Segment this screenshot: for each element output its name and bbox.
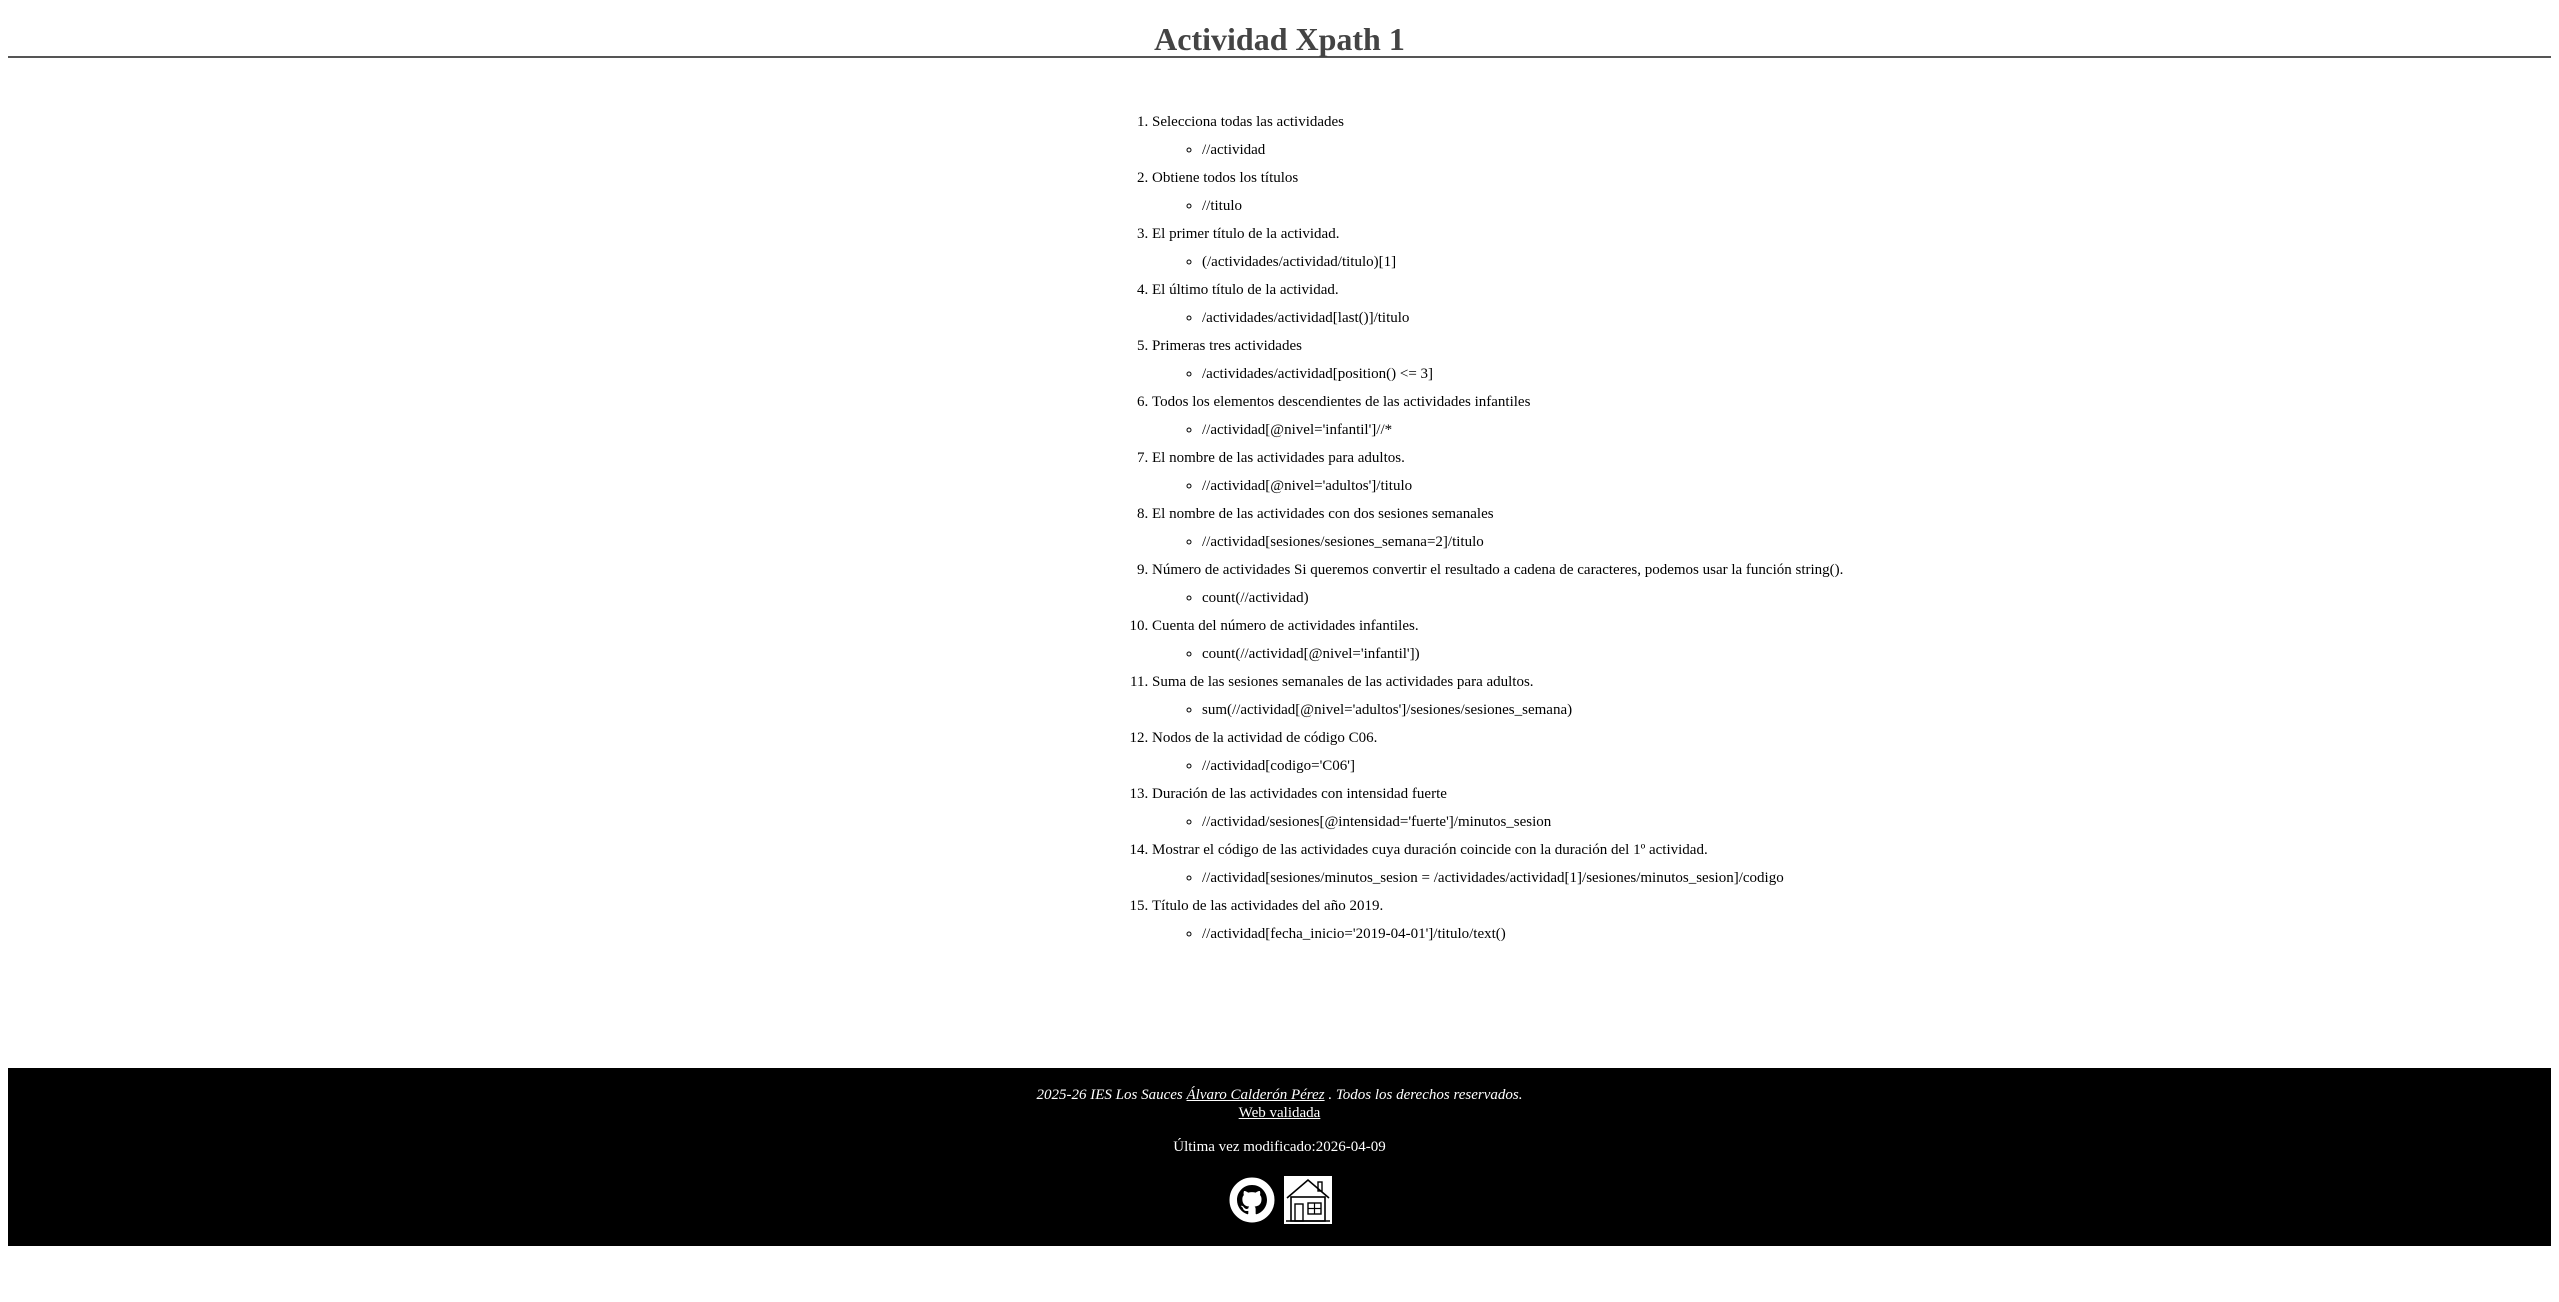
question-item: [1152, 780, 1843, 836]
question-item: [1152, 164, 1843, 220]
answer-list: [1152, 360, 1843, 388]
answer-item: ◦ //actividad[sesiones/sesiones_semana=2]/titulo: [1202, 528, 1843, 556]
answer-list: [1152, 248, 1843, 276]
question-item: [1152, 444, 1843, 500]
question-text: Selecciona todas las actividades: [1152, 114, 1345, 130]
question-text: Nodos de la actividad de código C06.: [1152, 730, 1378, 746]
site-footer: [8, 1068, 2551, 1246]
question-item: [1152, 724, 1843, 780]
question-text: Obtiene todos los títulos: [1152, 170, 1299, 186]
answer-item: ◦ count(//actividad): [1202, 584, 1843, 612]
answer-item: ◦ count(//actividad[@nivel='infantil']): [1202, 640, 1843, 668]
question-text: El nombre de las actividades con dos sesiones semanales: [1152, 506, 1494, 522]
question-text: El último título de la actividad.: [1152, 282, 1339, 298]
answer-list: [1152, 136, 1843, 164]
answer-item: ◦ //actividad/sesiones[@intensidad='fuerte']/minutos_sesion: [1202, 808, 1843, 836]
question-item: [1152, 836, 1843, 892]
answer-item: ◦ sum(//actividad[@nivel='adultos']/sesiones/sesiones_semana): [1202, 696, 1843, 724]
question-text: El primer título de la actividad.: [1152, 226, 1340, 242]
answer-list: [1152, 416, 1843, 444]
answer-list: [1152, 640, 1843, 668]
question-text: Mostrar el código de las actividades cuya duración coincide con la duración del 1º actividad.: [1152, 842, 1708, 858]
last-modified: Última vez modificado:2026-04-09: [1173, 1139, 1386, 1155]
answer-list: [1152, 528, 1843, 556]
question-text: Suma de las sesiones semanales de las actividades para adultos.: [1152, 674, 1534, 690]
question-item: [1152, 500, 1843, 556]
answer-item: ◦ //actividad[fecha_inicio='2019-04-01']/titulo/text(): [1202, 920, 1843, 948]
copyright-suffix: . Todos los derechos reservados.: [1328, 1087, 1523, 1103]
site-header: [8, 0, 2551, 58]
question-text: El nombre de las actividades para adultos.: [1152, 450, 1405, 466]
question-text: Primeras tres actividades: [1152, 338, 1302, 354]
question-item: [1152, 556, 1843, 612]
question-list: [1152, 108, 1843, 948]
question-item: [1152, 220, 1843, 276]
answer-item: ◦ /actividades/actividad[position() <= 3]: [1202, 360, 1843, 388]
answer-list: [1152, 304, 1843, 332]
answer-list: [1152, 584, 1843, 612]
question-item: [1152, 612, 1843, 668]
question-text: Número de actividades Si queremos convertir el resultado a cadena de caracteres, podemos usar la función string().: [1152, 562, 1844, 578]
footer-icons: [8, 1176, 2551, 1224]
question-item: [1152, 892, 1843, 948]
author-link[interactable]: Álvaro Calderón Pérez: [1186, 1087, 1325, 1103]
home-link[interactable]: [1284, 1176, 1332, 1224]
question-text: Todos los elementos descendientes de las actividades infantiles: [1152, 394, 1531, 410]
answer-list: [1152, 808, 1843, 836]
github-link[interactable]: [1228, 1176, 1276, 1224]
question-item: [1152, 108, 1843, 164]
question-item: [1152, 668, 1843, 724]
home-icon: [1284, 1176, 1332, 1224]
question-item: [1152, 388, 1843, 444]
answer-list: [1152, 752, 1843, 780]
answer-item: ◦ //actividad[sesiones/minutos_sesion = /actividades/actividad[1]/sesiones/minutos_sesion]/codigo: [1202, 864, 1843, 892]
answer-item: ◦ //actividad[@nivel='infantil']//*: [1202, 416, 1843, 444]
answer-list: [1152, 696, 1843, 724]
question-text: Duración de las actividades con intensidad fuerte: [1152, 786, 1447, 802]
answer-list: [1152, 864, 1843, 892]
copyright-prefix: 2025-26 IES Los Sauces: [1036, 1087, 1183, 1103]
answer-list: [1152, 920, 1843, 948]
answer-list: [1152, 472, 1843, 500]
answer-item: ◦ //titulo: [1202, 192, 1843, 220]
footer-validated: [8, 1104, 2551, 1122]
question-text: Título de las actividades del año 2019.: [1152, 898, 1384, 914]
question-text: Cuenta del número de actividades infantiles.: [1152, 618, 1419, 634]
question-item: [1152, 332, 1843, 388]
answer-item: ◦ //actividad[codigo='C06']: [1202, 752, 1843, 780]
answer-item: ◦ /actividades/actividad[last()]/titulo: [1202, 304, 1843, 332]
answer-item: ◦ (/actividades/actividad/titulo)[1]: [1202, 248, 1843, 276]
answer-list: [1152, 192, 1843, 220]
github-icon: [1228, 1176, 1276, 1224]
question-item: [1152, 276, 1843, 332]
validated-link[interactable]: Web validada: [1238, 1105, 1321, 1121]
answer-item: ◦ //actividad[@nivel='adultos']/titulo: [1202, 472, 1843, 500]
answer-item: ◦ //actividad: [1202, 136, 1843, 164]
footer-copyright: [8, 1086, 2551, 1104]
page-title: Actividad Xpath 1: [1154, 21, 1405, 57]
